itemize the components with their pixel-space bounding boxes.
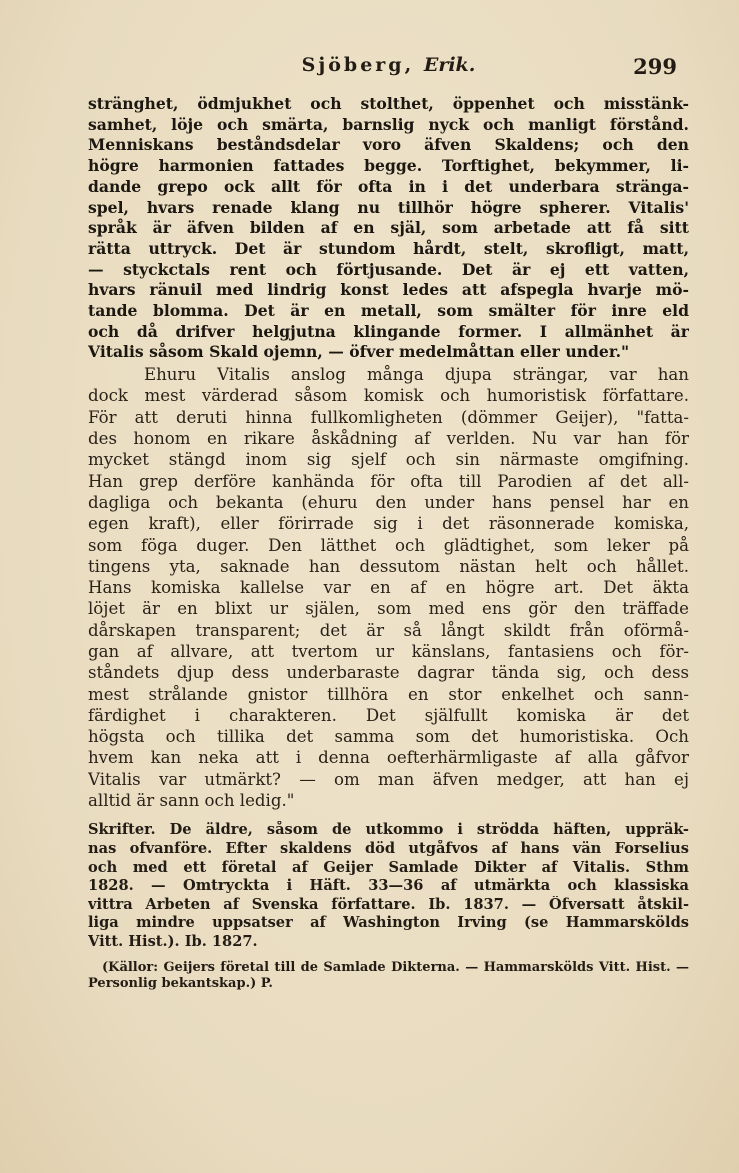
p1-line: högre harmonien fattades begge. Torftighet, bekymmer, li-	[88, 156, 689, 176]
p2-line: gan af allvare, att tvertom ur känslans, fantasiens och för-	[88, 642, 689, 661]
paragraph-vitalis-comic	[88, 364, 689, 811]
page-header	[88, 54, 689, 90]
p1-line: — styckctals rent och förtjusande. Det är ej ett vatten,	[88, 259, 689, 279]
p2-line: löjet är en blixt ur själen, som med ens gör den träffade	[88, 599, 689, 619]
p2-line: högsta och tillika det samma som det humoristiska. Och	[88, 727, 689, 747]
p3-line: Skrifter. De äldre, såsom de utkommo i strödda häften, uppräk-	[88, 821, 689, 839]
paragraph-vitalis-character	[88, 94, 689, 363]
p4-line: Personlig bekantskap.) P.	[88, 975, 273, 991]
p2-line: mycket stängd inom sig sjelf och sin närmaste omgifning.	[88, 450, 689, 470]
p3-line: nas ofvanföre. Efter skaldens död utgåfvos af hans vän Forselius	[88, 839, 689, 857]
p1-line: tande blomma. Det är en metall, som smälter för inre eld	[88, 301, 689, 321]
p2-line: Ehuru Vitalis anslog många djupa strängar, var han	[144, 365, 689, 385]
p3-line: liga mindre uppsatser af Washington Irving (se Hammarskölds	[88, 914, 689, 932]
p1-line: hvars ränuil med lindrig konst ledes att afspegla hvarje mö-	[88, 280, 689, 300]
p2-line: alltid är sann och ledig."	[88, 791, 295, 811]
p3-line: vittra Arbeten af Svenska författare. Ib. 1837. — Öfversatt åtskil-	[88, 895, 689, 913]
p1-line: och då drifver helgjutna klingande former. I allmänhet är	[88, 321, 689, 341]
p2-line: mest strålande gnistor tillhöra en stor enkelhet och sann-	[88, 684, 689, 704]
p1-line: stränghet, ödmjukhet och stolthet, öppenhet och misstänk-	[88, 94, 689, 113]
p3-line: Vitt. Hist.). Ib. 1827.	[88, 932, 258, 950]
paragraph-sources	[88, 960, 689, 993]
p3-line: och med ett företal af Geijer Samlade Dikter af Vitalis. Sthm	[88, 858, 689, 876]
p2-line: dock mest värderad såsom komisk och humoristisk författare.	[88, 386, 689, 406]
p2-line: tingens yta, saknade han dessutom nästan helt och hållet.	[88, 556, 689, 576]
p2-line: hvem kan neka att i denna oefterhärmligaste af alla gåfvor	[88, 748, 689, 768]
p1-line: samhet, löje och smärta, barnslig nyck och manligt förstånd.	[88, 114, 689, 134]
p2-line: dårskapen transparent; det är så långt skildt från oförmå-	[88, 620, 689, 640]
p2-line: ståndets djup dess underbaraste dagrar tända sig, och dess	[88, 663, 689, 683]
p2-line: som föga duger. Den lätthet och glädtighet, som leker på	[88, 535, 689, 555]
running-head	[88, 54, 689, 76]
p1-line: spel, hvars renade klang nu tillhör högre spherer. Vitalis'	[88, 197, 689, 217]
author-surname: Sjöberg,	[301, 54, 415, 76]
p1-line: Menniskans beståndsdelar voro äfven Skaldens; och den	[88, 135, 689, 155]
p2-line: För att deruti hinna fullkomligheten (dömmer Geijer), "fatta-	[88, 407, 689, 427]
p1-line: språk är äfven bilden af en själ, som arbetade att få sitt	[88, 218, 689, 238]
p2-line: des honom en rikare åskådning af verlden. Nu var han för	[88, 429, 689, 449]
p4-line: (Källor: Geijers företal till de Samlade Dikterna. — Hammarskölds Vitt. Hist. —	[102, 959, 689, 975]
page-number: 299	[633, 54, 677, 79]
p2-line: egen kraft), eller förirrade sig i det räsonnerade komiska,	[88, 514, 689, 534]
p2-line: Vitalis var utmärkt? — om man äfven medger, att han ej	[88, 769, 689, 789]
p2-line: Hans komiska kallelse var en af en högre art. Det äkta	[88, 578, 689, 598]
p1-line: Vitalis såsom Skald ojemn, — öfver medelmåttan eller under."	[88, 342, 630, 362]
p2-line: färdighet i charakteren. Det själfullt komiska är det	[88, 705, 689, 725]
p1-line: dande grepo ock allt för ofta in i det underbara stränga-	[88, 176, 689, 196]
author-first-name: Erik.	[423, 54, 476, 76]
p2-line: Han grep derföre kanhända för ofta till Parodien af det all-	[88, 471, 689, 491]
p2-line: dagliga och bekanta (ehuru den under hans pensel har en	[88, 492, 689, 512]
p1-line: rätta uttryck. Det är stundom hårdt, stelt, skrofligt, matt,	[88, 238, 689, 258]
p3-line: 1828. — Omtryckta i Häft. 33—36 af utmärkta och klassiska	[88, 877, 689, 895]
paragraph-writings	[88, 821, 689, 951]
